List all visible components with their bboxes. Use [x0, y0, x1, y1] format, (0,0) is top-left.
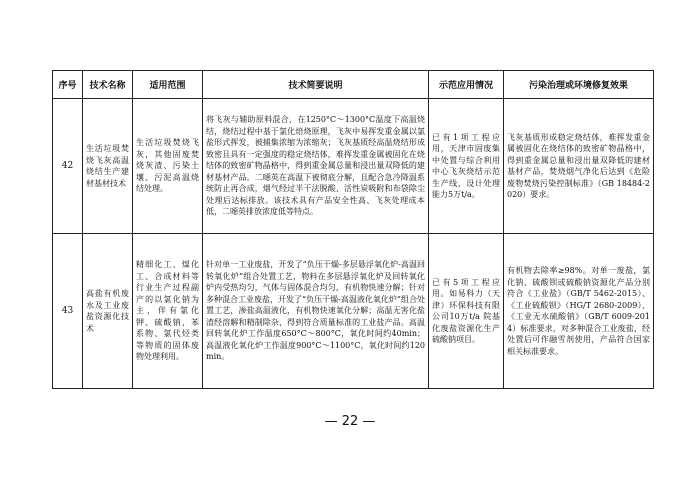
- row-effect: 飞灰基质形成稳定烧结体，难挥发重金属被固化在烧结体的致密矿物晶格中，得到重金属总量和浸出量双降低的建材基材产品，焚烧烟气净化后达到《危险废物焚烧污染控制标准》（GB 18484-2020）要求。: [504, 99, 654, 234]
- header-desc: 技术简要说明: [203, 71, 429, 99]
- header-demo: 示范应用情况: [429, 71, 504, 99]
- row-name: 高盐有机废水及工业废盐资源化技术: [83, 234, 133, 389]
- row-demo: 已有1项工程应用，天津市固废集中处置与综合利用中心飞灰烧结示范生产线，设计处理能力5万t/a。: [429, 99, 504, 234]
- table-row: [53, 234, 654, 389]
- row-no: 43: [53, 234, 83, 389]
- row-demo: 已有5项工程应用。如易科力（天津）环保科技有限公司10万t/a 院基化废盐资源化生产硫酸钠项目。: [429, 234, 504, 389]
- row-name: 生活垃圾焚烧飞灰高温烧结生产建材基材技术: [83, 99, 133, 234]
- header-scope: 适用范围: [133, 71, 203, 99]
- header-name: 技术名称: [83, 71, 133, 99]
- row-scope: 生活垃圾焚烧飞灰，其他固废焚烧灰渣、污染土壤、污泥高温烧结处理。: [133, 99, 203, 234]
- row-desc: 针对单一工业废盐，开发了“负压干燥-多层悬浮氧化炉-高温回转氧化炉”组合处置工艺，物料在多层悬浮氧化炉及回转氧化炉内受热均匀，气体与固体混合均匀，有机物快速分解；针对多种混合工业废盐，开发了“负压干燥-高温液化氧化炉”组合处置工艺，渗盐高温液化，有机物快速氧化分解；高温无害化盐渣经溶解和精制除杂，得到符合质量标准的工业盐产品。高温回转氧化炉工作温度650°C～800°C，氧化时间约40min；高温液化氧化炉工作温度900°C～1100°C，氧化时间约120min。: [203, 234, 429, 389]
- row-no: 42: [53, 99, 83, 234]
- row-desc: 将飞灰与辅助原料混合，在1250°C～1300°C温度下高温烧结，烧结过程中基于氯化焙烧原理，飞灰中易挥发重金属以氯盐形式挥发，被捕集浓缩为浓缩灰；飞灰基质经高温烧结形成致密且具有一定强度的稳定烧结体，难挥发重金属被固化在烧结体的致密矿物晶格中，得到重金属总量和浸出量双降低的建材基材产品。二噁英在高温下被彻底分解，且配合急冷降温系统防止再合成，烟气经过半干法脱酸、活性炭吸附和布袋除尘处理后达标排放。该技术具有产品安全性高、飞灰处理成本低，二噁英排放浓度低等特点。: [203, 99, 429, 234]
- technology-table: [52, 70, 654, 389]
- header-no: 序号: [53, 71, 83, 99]
- header-effect: 污染治理或环境修复效果: [504, 71, 654, 99]
- page-number: — 22 —: [324, 414, 376, 429]
- row-scope: 精细化工、煤化工、合成材料等行业生产过程副产的以氯化钠为主，伴有氯化钾、硫酸钠，苯系物、氯代烃类等物质的固体废物处理利用。: [133, 234, 203, 389]
- table-row: [53, 99, 654, 234]
- row-effect: 有机物去除率≥98%。对单一废盐，氯化钠、硫酸钡或硫酸钠资源化产品分别符合《工业盐》（GB/T 5462-2015）、《工业硫酸钡》（HG/T 2680-2009）、《工业无水硫酸钠》（GB/T 6009-2014）标准要求，对多种混合工业废盐，经处置后可作融雪剂使用，产品符合国家相关标准要求。: [504, 234, 654, 389]
- table-header-row: [53, 71, 654, 99]
